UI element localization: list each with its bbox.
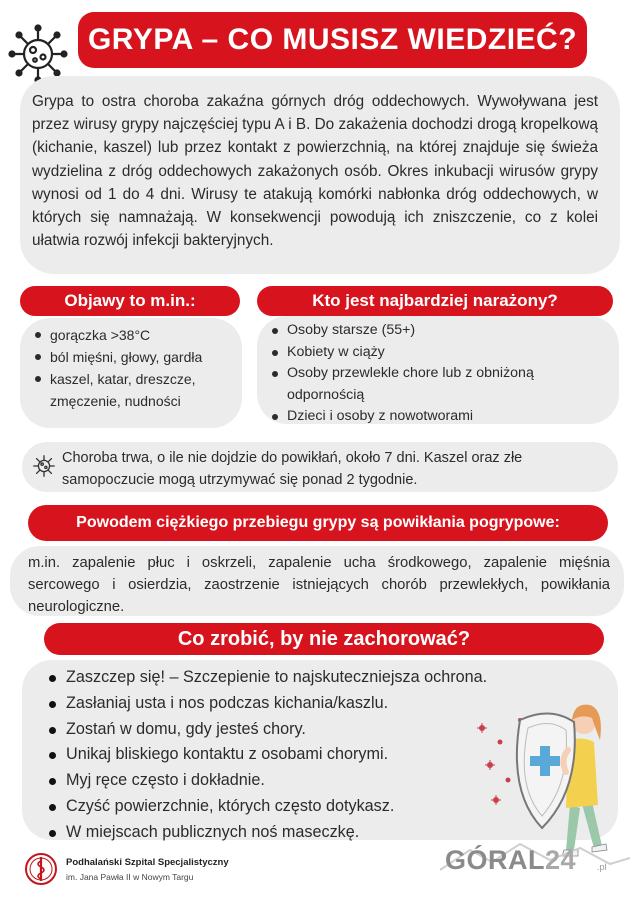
complications-header: Powodem ciężkiego przebiegu grypy są powikłania pogrypowe:: [28, 505, 608, 541]
hospital-logo-icon: [24, 852, 58, 886]
duration-panel: [22, 442, 618, 492]
risk-header: Kto jest najbardziej narażony?: [257, 286, 613, 316]
hospital-name: Podhalański Szpital Specjalistyczny: [66, 857, 229, 868]
duration-text: Choroba trwa, o ile nie dojdzie do powikłań, około 7 dni. Kaszel oraz złe samopoczucie mogą utrzymywać się ponad 2 tygodnie.: [62, 450, 523, 488]
prevention-header: Co zrobić, by nie zachorować?: [44, 623, 604, 655]
list-item: Zaszczep się! – Szczepienie to najskuteczniejsza ochrona.: [46, 665, 608, 691]
list-item: Osoby starsze (55+): [269, 320, 611, 342]
risk-panel: [257, 316, 619, 424]
shield-cross-icon: [470, 680, 620, 865]
watermark-logo: [445, 845, 576, 876]
list-item: Zostań w domu, gdy jesteś chory.: [46, 717, 608, 743]
list-item: Osoby przewlekle chore lub z obniżoną odpornością: [269, 363, 611, 406]
list-item: Myj ręce często i dokładnie.: [46, 768, 608, 794]
risk-list: [269, 320, 611, 428]
list-item: gorączka >38°C: [32, 324, 234, 346]
list-item: Unikaj bliskiego kontaktu z osobami chorymi.: [46, 742, 608, 768]
symptoms-panel: [20, 318, 242, 428]
symptoms-list: [32, 324, 234, 412]
list-item: ból mięśni, głowy, gardła: [32, 346, 234, 368]
symptoms-header: Objawy to m.in.:: [20, 286, 240, 316]
list-item: Dzieci i osoby z nowotworami: [269, 406, 611, 428]
list-item: Kobiety w ciąży: [269, 342, 611, 364]
page-title: GRYPA – CO MUSISZ WIEDZIEĆ?: [78, 12, 587, 68]
list-item: W miejscach publicznych noś maseczkę.: [46, 820, 608, 846]
intro-text: Grypa to ostra choroba zakaźna górnych dróg oddechowych. Wywoływana jest przez wirusy grypy najczęściej typu A i B. Do zakażenia dochodzi drogą kropelkową (kichanie, kaszel) lub przez kontakt z powierzchnią, na której znajduje się świeża wydzielina z dróg oddechowych zakażonych osób. Okres inkubacji wirusów grypy wynosi od 1 do 4 dni. Wirusy te atakują komórki nabłonka dróg oddechowych, w których się namnażają. W konsekwencji powodują ich zniszczenie, co z kolei ułatwia rozwój infekcji bakteryjnych.: [32, 93, 598, 250]
virus-icon: [8, 24, 68, 84]
watermark-name: GÓRAL: [445, 845, 545, 875]
hospital-subtitle: im. Jana Pawła II w Nowym Targu: [66, 872, 194, 882]
watermark-number: 24: [545, 845, 577, 875]
list-item: kaszel, katar, dreszcze, zmęczenie, nudności: [32, 368, 234, 412]
watermark-suffix: .pl: [597, 862, 607, 872]
intro-panel: [20, 76, 620, 274]
list-item: Zasłaniaj usta i nos podczas kichania/kaszlu.: [46, 691, 608, 717]
complications-panel: [10, 546, 624, 616]
list-item: Czyść powierzchnie, których często dotykasz.: [46, 794, 608, 820]
virus-icon: [30, 452, 58, 480]
complications-text: m.in. zapalenie płuc i oskrzeli, zapalenie ucha środkowego, zapalenie mięśnia sercowego i osierdzia, zaostrzenie istniejących chorób przewlekłych, powikłania neurologiczne.: [28, 555, 610, 615]
